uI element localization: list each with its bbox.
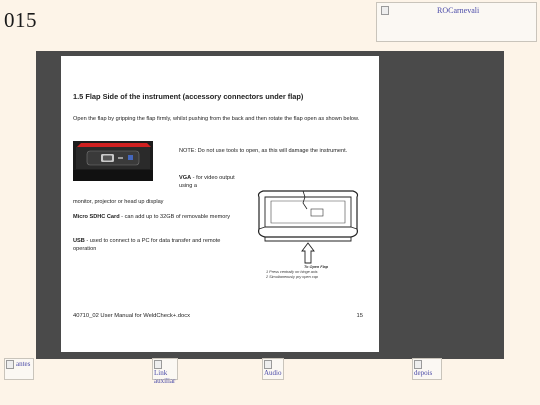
next-label: depois <box>414 369 433 377</box>
document-viewer <box>36 51 504 359</box>
audio-label: Audio <box>264 369 282 377</box>
flap-open-diagram <box>251 183 366 243</box>
warning-note: NOTE: Do not use tools to open, as this will damage the instrument. <box>179 148 348 154</box>
vga-text: - for video output using a <box>179 175 235 189</box>
audio-button[interactable] <box>262 358 284 380</box>
vga-description-cont: monitor, projector or head up display <box>73 199 164 205</box>
document-page <box>61 56 379 352</box>
broken-image-icon <box>264 360 272 369</box>
footer-page-number: 15 <box>356 313 363 319</box>
caption-title: To Open Flap <box>303 265 329 269</box>
flap-connector-photo <box>73 141 153 181</box>
broken-image-icon <box>154 360 162 369</box>
prev-button[interactable] <box>4 358 34 380</box>
broken-image-icon <box>414 360 422 369</box>
usb-text: - used to connect to a PC for data transfer and remote operation <box>73 238 221 252</box>
usb-description <box>73 238 233 253</box>
broken-image-icon <box>381 6 389 15</box>
prev-label: antes <box>16 360 31 368</box>
sdhc-description <box>73 214 230 220</box>
caption-line-2: 2 Simultaneously pry open cap <box>266 275 318 279</box>
sdhc-text: - can add up to 32GB of removable memory <box>119 214 231 220</box>
caption-line-1: 1 Press centrally on hinge axis <box>266 270 318 274</box>
slide-number: 015 <box>4 8 37 32</box>
footer-filename: 40710_02 User Manual for WeldCheck+.docx <box>73 313 191 319</box>
logo-alt-text: ROCarnevali <box>437 6 480 15</box>
sdhc-label: Micro SDHC Card <box>73 214 120 220</box>
aux-link-button[interactable] <box>152 358 178 385</box>
figure-caption <box>266 265 366 280</box>
broken-image-icon <box>6 360 14 369</box>
usb-label: USB <box>73 238 85 244</box>
logo-image <box>376 2 537 42</box>
vga-label: VGA <box>179 175 192 181</box>
aux-link-label: Link auxiliar <box>154 369 176 385</box>
intro-paragraph: Open the flap by gripping the flap firmly, whilst pushing from the back and then rotate the flap open as shown below. <box>73 116 360 122</box>
vga-description <box>179 175 249 190</box>
section-heading: 1.5 Flap Side of the instrument (accessory connectors under flap) <box>73 92 304 101</box>
next-button[interactable] <box>412 358 442 380</box>
up-arrow-icon <box>301 242 315 264</box>
